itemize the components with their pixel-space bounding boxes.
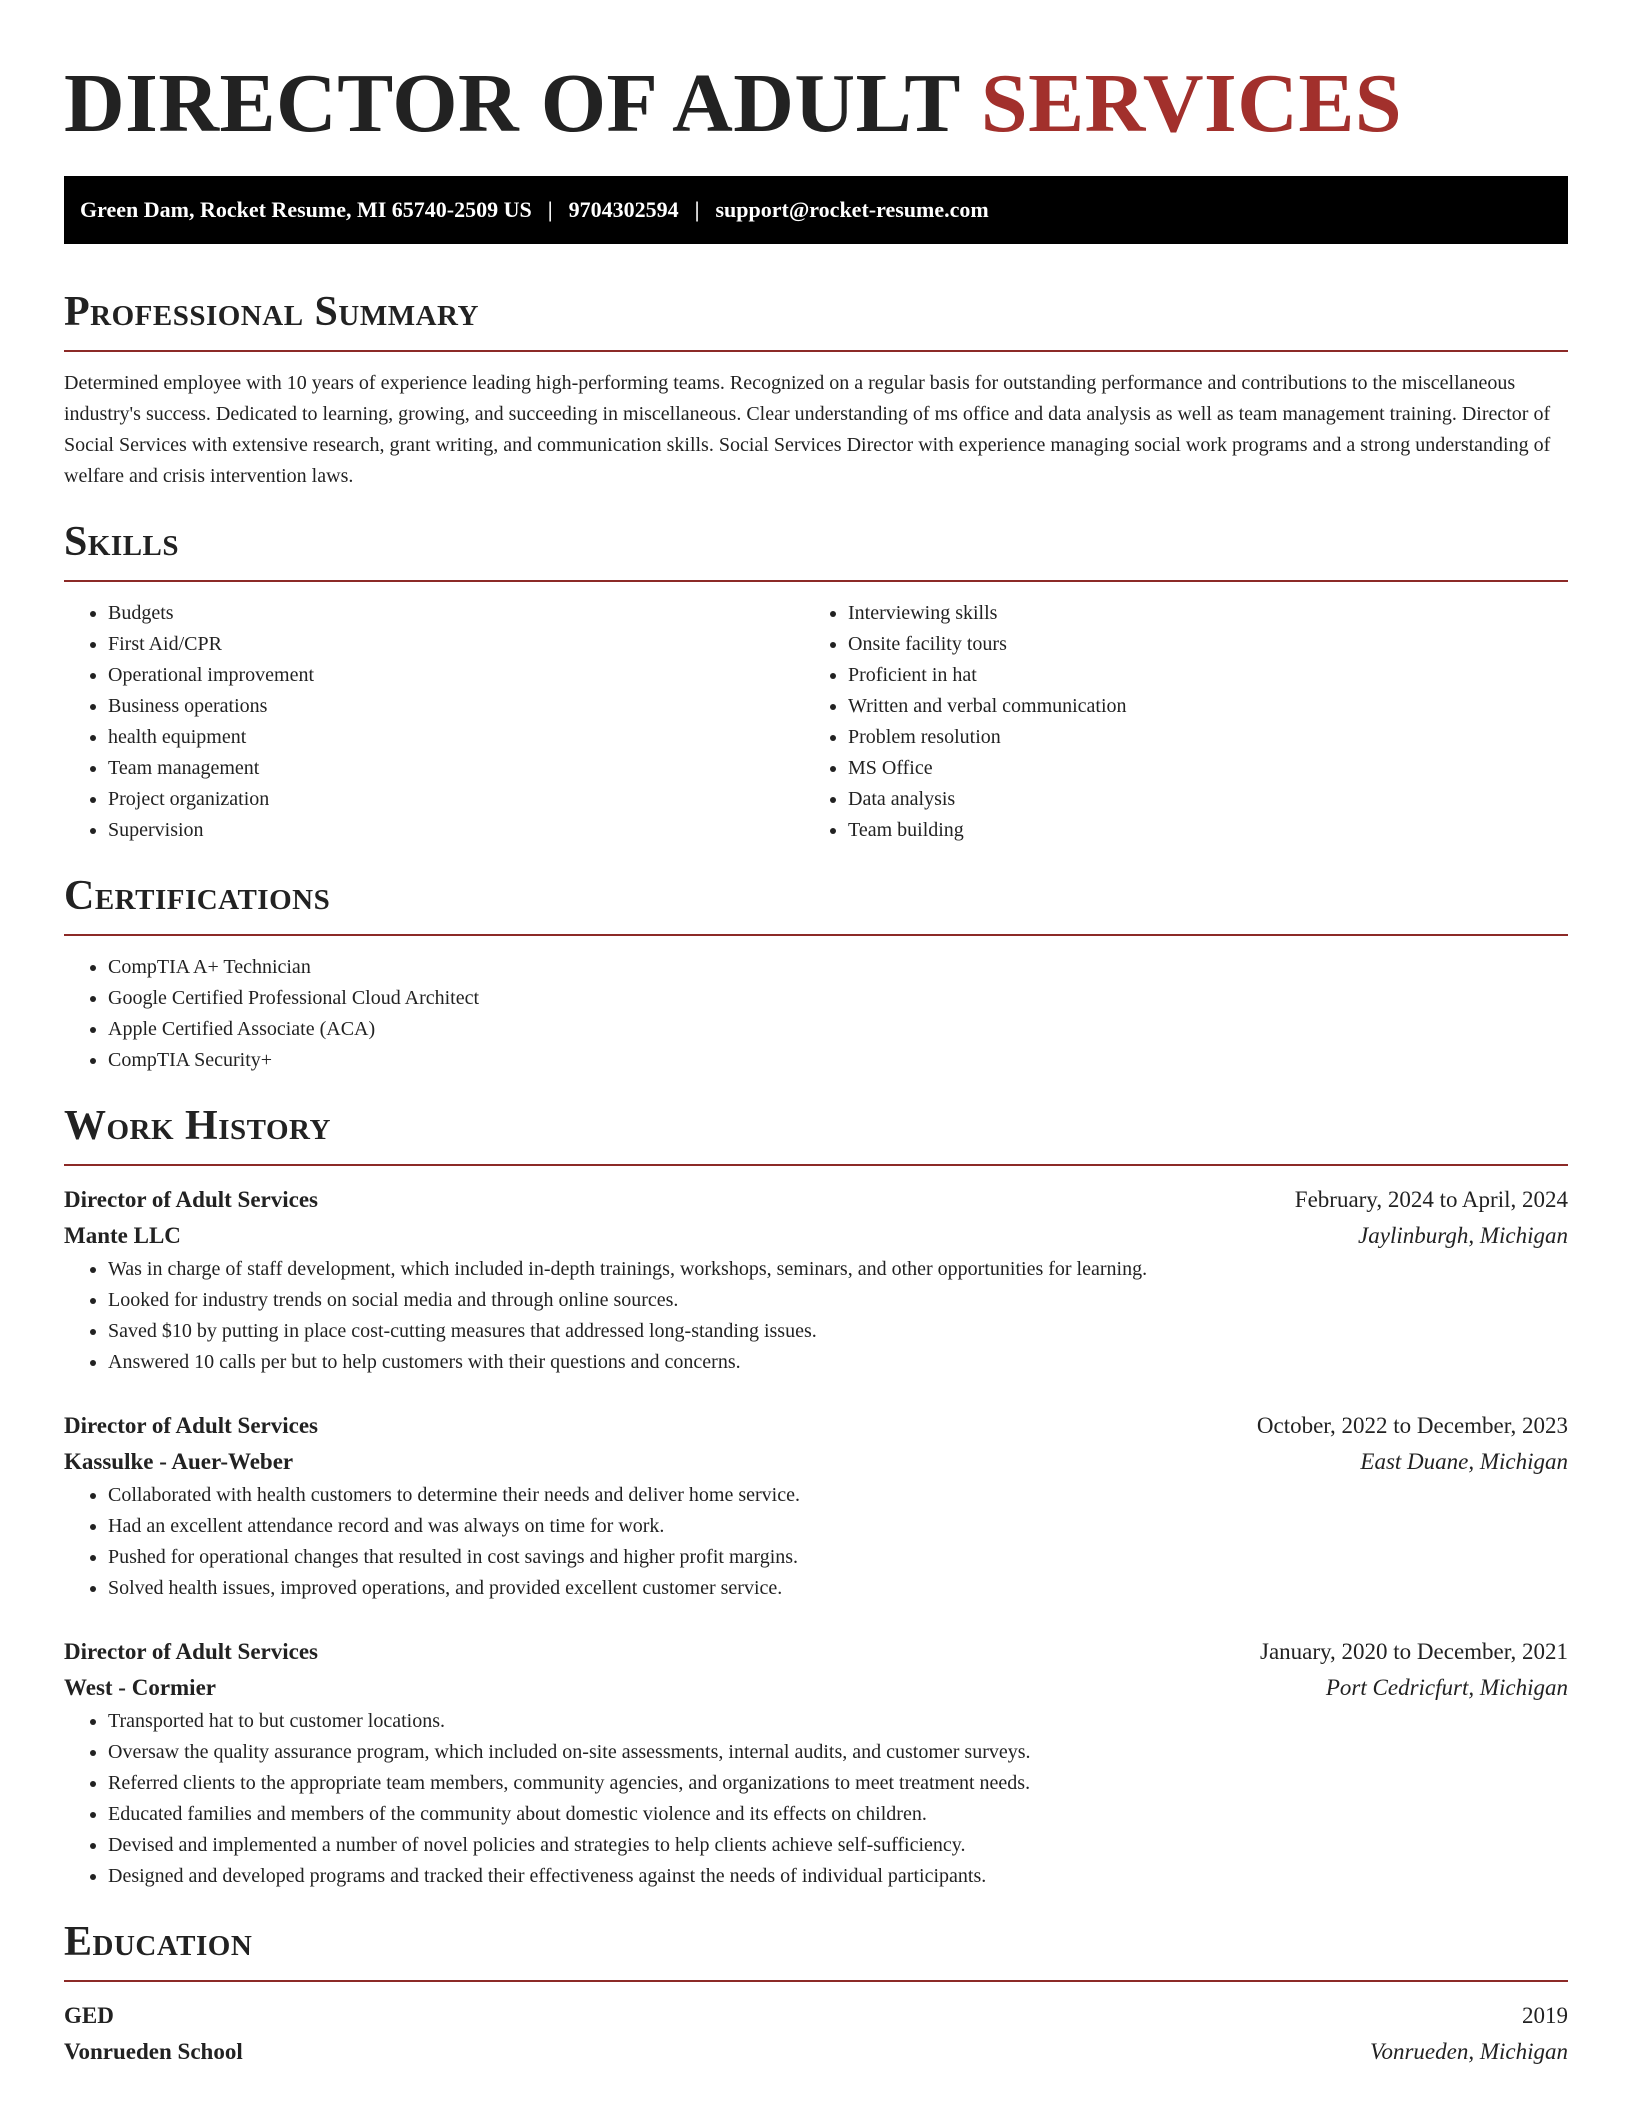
job-entry	[64, 1634, 1568, 1892]
certifications-section	[64, 872, 1568, 1076]
skill-item: • Interviewing skills	[848, 598, 1544, 629]
education-entry	[64, 1998, 1568, 2070]
job-entry	[64, 1182, 1568, 1378]
contact-separator: |	[547, 197, 553, 222]
job-location: Jaylinburgh, Michigan	[1358, 1223, 1568, 1248]
certification-item: • Google Certified Professional Cloud Architect	[108, 983, 1568, 1014]
job-company-row	[64, 1670, 1568, 1706]
summary-text: Determined employee with 10 years of experience leading high-performing teams. Recognized on a regular basis for outstanding performance and contributions to the miscellaneous industry's success. Dedicated to learning, growing, and succeeding in miscellaneous. Clear understanding of ms office and data analysis as well as team management training. Director of Social Services with extensive research, grant writing, and communication skills. Social Services Director with experience managing social work programs and a strong understanding of welfare and crisis intervention laws.	[64, 372, 1551, 487]
job-bullet: • Was in charge of staff development, which included in-depth trainings, workshops, seminars, and other opportunities for learning.	[108, 1254, 1568, 1285]
job-company: West - Cormier	[64, 1675, 216, 1700]
job-entry	[64, 1408, 1568, 1604]
education-school-row	[64, 2034, 1568, 2070]
job-bullet: • Pushed for operational changes that resulted in cost savings and higher profit margins.	[108, 1542, 1568, 1573]
job-bullet: • Educated families and members of the community about domestic violence and its effects on children.	[108, 1799, 1568, 1830]
name-last-part: SERVICES	[980, 57, 1403, 150]
section-divider	[64, 350, 1568, 352]
job-dates: January, 2020 to December, 2021	[1260, 1639, 1568, 1664]
skill-item: • First Aid/CPR	[108, 629, 804, 660]
job-title: Director of Adult Services	[64, 1639, 319, 1664]
skill-item: • Operational improvement	[108, 660, 804, 691]
job-header-row	[64, 1634, 1568, 1670]
job-bullet: • Designed and developed programs and tracked their effectiveness against the needs of individual participants.	[108, 1861, 1568, 1892]
skills-columns	[64, 598, 1568, 846]
certification-item: • CompTIA A+ Technician	[108, 952, 1568, 983]
job-company-row	[64, 1218, 1568, 1254]
job-location: Port Cedricfurt, Michigan	[1325, 1675, 1568, 1700]
education-year: 2019	[1522, 2003, 1568, 2028]
contact-address: Green Dam, Rocket Resume, MI 65740-2509 US	[80, 197, 532, 222]
job-title: Director of Adult Services	[64, 1187, 319, 1212]
skill-item: • Data analysis	[848, 784, 1544, 815]
job-dates: October, 2022 to December, 2023	[1256, 1413, 1568, 1438]
skill-item: • Onsite facility tours	[848, 629, 1544, 660]
job-bullet: • Devised and implemented a number of novel policies and strategies to help clients achieve self-sufficiency.	[108, 1830, 1568, 1861]
skill-item: • Team building	[848, 815, 1544, 846]
education-header-row	[64, 1998, 1568, 2034]
section-title-work-history: Work History	[64, 1103, 331, 1149]
skill-item: • Problem resolution	[848, 722, 1544, 753]
skills-section	[64, 518, 1568, 846]
section-title-certifications: Certifications	[64, 873, 331, 919]
skills-column-right	[804, 598, 1544, 846]
job-company: Kassulke - Auer-Weber	[64, 1449, 294, 1474]
resume-page	[64, 0, 1568, 2070]
job-bullets	[64, 1480, 1568, 1604]
section-divider	[64, 1980, 1568, 1982]
job-bullet: • Had an excellent attendance record and was always on time for work.	[108, 1511, 1568, 1542]
work-history-section	[64, 1102, 1568, 1892]
skill-item: • Project organization	[108, 784, 804, 815]
job-company: Mante LLC	[64, 1223, 181, 1248]
job-bullet: • Answered 10 calls per but to help customers with their questions and concerns.	[108, 1347, 1568, 1378]
job-bullet: • Collaborated with health customers to determine their needs and deliver home service.	[108, 1480, 1568, 1511]
job-bullet: • Looked for industry trends on social media and through online sources.	[108, 1285, 1568, 1316]
contact-bar	[64, 176, 1568, 244]
resume-name	[64, 56, 1568, 152]
contact-email: support@rocket-resume.com	[715, 197, 989, 222]
skill-item: • Business operations	[108, 691, 804, 722]
skill-item: • Proficient in hat	[848, 660, 1544, 691]
summary-section	[64, 288, 1568, 492]
section-divider	[64, 934, 1568, 936]
skill-item: • Budgets	[108, 598, 804, 629]
skill-item: • Written and verbal communication	[848, 691, 1544, 722]
education-location: Vonrueden, Michigan	[1369, 2039, 1568, 2064]
contact-separator: |	[694, 197, 700, 222]
job-bullet: • Oversaw the quality assurance program, which included on-site assessments, internal audits, and customer surveys.	[108, 1737, 1568, 1768]
job-bullets	[64, 1254, 1568, 1378]
contact-phone: 9704302594	[568, 197, 679, 222]
section-divider	[64, 580, 1568, 582]
section-divider	[64, 1164, 1568, 1166]
job-dates: February, 2024 to April, 2024	[1294, 1187, 1568, 1212]
education-degree: GED	[64, 2003, 114, 2028]
job-bullets	[64, 1706, 1568, 1892]
job-company-row	[64, 1444, 1568, 1480]
section-title-skills: Skills	[64, 519, 180, 565]
section-title-summary: Professional Summary	[64, 289, 479, 335]
job-bullet: • Solved health issues, improved operations, and provided excellent customer service.	[108, 1573, 1568, 1604]
skill-item: • Supervision	[108, 815, 804, 846]
skill-item: • health equipment	[108, 722, 804, 753]
skill-item: • MS Office	[848, 753, 1544, 784]
job-header-row	[64, 1408, 1568, 1444]
certification-item: • Apple Certified Associate (ACA)	[108, 1014, 1568, 1045]
section-title-education: Education	[64, 1919, 253, 1965]
job-title: Director of Adult Services	[64, 1413, 319, 1438]
job-bullet: • Transported hat to but customer locations.	[108, 1706, 1568, 1737]
name-first-part: DIRECTOR OF ADULT	[64, 57, 960, 150]
education-section	[64, 1918, 1568, 2070]
skill-item: • Team management	[108, 753, 804, 784]
education-school: Vonrueden School	[64, 2039, 243, 2064]
job-location: East Duane, Michigan	[1360, 1449, 1568, 1474]
certification-item: • CompTIA Security+	[108, 1045, 1568, 1076]
skills-column-left	[64, 598, 804, 846]
job-bullet: • Saved $10 by putting in place cost-cutting measures that addressed long-standing issues.	[108, 1316, 1568, 1347]
job-bullet: • Referred clients to the appropriate team members, community agencies, and organizations to meet treatment needs.	[108, 1768, 1568, 1799]
job-header-row	[64, 1182, 1568, 1218]
